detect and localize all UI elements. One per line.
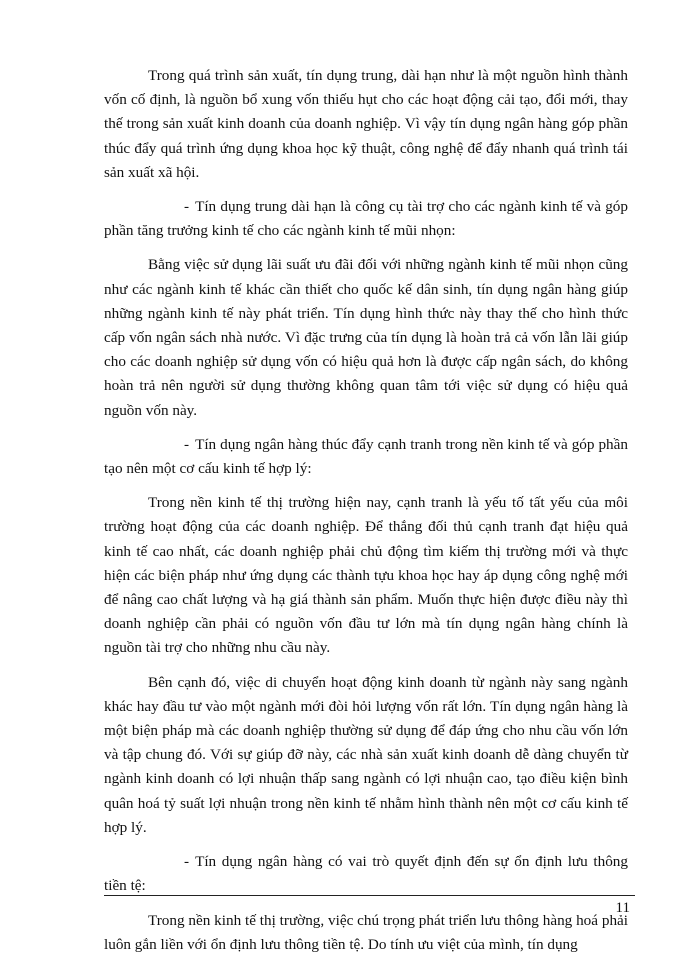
document-body (104, 64, 628, 967)
bullet-paragraph-3 (104, 850, 628, 898)
bullet-text: Tín dụng trung dài hạn là công cụ tài trợ cho các ngành kinh tế và góp phần tăng trưởng kinh tế cho các ngành kinh tế mũi nhọn: (104, 198, 628, 240)
bullet-paragraph-1 (104, 195, 628, 243)
bullet-paragraph-2 (104, 433, 628, 481)
bullet-dash: - (184, 435, 190, 453)
paragraph-4: Bên cạnh đó, việc di chuyển hoạt động kinh doanh từ ngành này sang ngành khác hay đầu tư vào một ngành mới đòi hỏi lượng vốn rất lớn. Tín dụng ngân hàng là một biện pháp mà các doanh nghiệp thường sử dụng để đáp ứng cho nhu cầu vốn lớn và tập chung đó. Với sự giúp đỡ này, các nhà sản xuất kinh doanh dễ dàng chuyển từ ngành kinh doanh có lợi nhuận thấp sang ngành có lợi nhuận cao, tạo điều kiện bình quân hoá tỷ suất lợi nhuận trong nền kinh tế nhằm hình thành nên một cơ cấu kinh tế hợp lý. (104, 673, 628, 836)
paragraph-1: Trong quá trình sản xuất, tín dụng trung, dài hạn như là một nguồn hình thành vốn cố định, là nguồn bổ xung vốn thiếu hụt cho các hoạt động cải tạo, đổi mới, thay thế trong sản xuất kinh doanh của doanh nghiệp. Vì vậy tín dụng ngân hàng góp phần thúc đẩy quá trình ứng dụng khoa học kỹ thuật, công nghệ để đẩy nhanh quá trình tái sản xuất xã hội. (104, 67, 628, 181)
bullet-text: Tín dụng ngân hàng thúc đẩy cạnh tranh trong nền kinh tế và góp phần tạo nên một cơ cấu kinh tế hợp lý: (104, 435, 628, 478)
paragraph-3: Trong nền kinh tế thị trường hiện nay, cạnh tranh là yếu tố tất yếu của môi trường hoạt động của các doanh nghiệp. Để thắng đối thủ cạnh tranh đạt hiệu quả kinh tế cao nhất, các doanh nghiệp phải chủ động tìm kiếm thị trường mới và thực hiện các biện pháp như ứng dụng các thành tựu khoa học hay áp dụng công nghệ mới để nâng cao chất lượng và hạ giá thành sản phẩm. Muốn thực hiện được điều này thì doanh nghiệp cần phải có nguồn vốn đầu tư lớn mà tín dụng ngân hàng chính là nguồn tài trợ cho những nhu cầu này. (104, 494, 628, 657)
paragraph-2: Bằng việc sử dụng lãi suất ưu đãi đối với những ngành kinh tế mũi nhọn cũng như các ngành kinh tế khác cần thiết cho quốc kế dân sinh, tín dụng ngân hàng giúp những ngành kinh tế này phát triển. Tín dụng hình thức này thay thế cho hình thức cấp vốn ngân sách nhà nước. Vì đặc trưng của tín dụng là hoàn trả cả vốn lẫn lãi giúp cho các doanh nghiệp sử dụng vốn có hiệu quả hơn là được cấp ngân sách, do không hoàn trả nên người sử dụng thường không quan tâm tới việc sử dụng có hiệu quả nguồn vốn này. (104, 256, 628, 419)
bullet-dash: - (184, 853, 190, 871)
footer-rule (104, 895, 635, 896)
page-number: 11 (615, 900, 630, 916)
bullet-dash: - (184, 198, 190, 216)
paragraph-5: Trong nền kinh tế thị trường, việc chú trọng phát triển lưu thông hàng hoá phải luôn gắn liền với ổn định lưu thông tiền tệ. Do tính ưu việt của mình, tín dụng (104, 911, 628, 953)
bullet-text: Tín dụng ngân hàng có vai trò quyết định đến sự ổn định lưu thông tiền tệ: (104, 853, 628, 895)
